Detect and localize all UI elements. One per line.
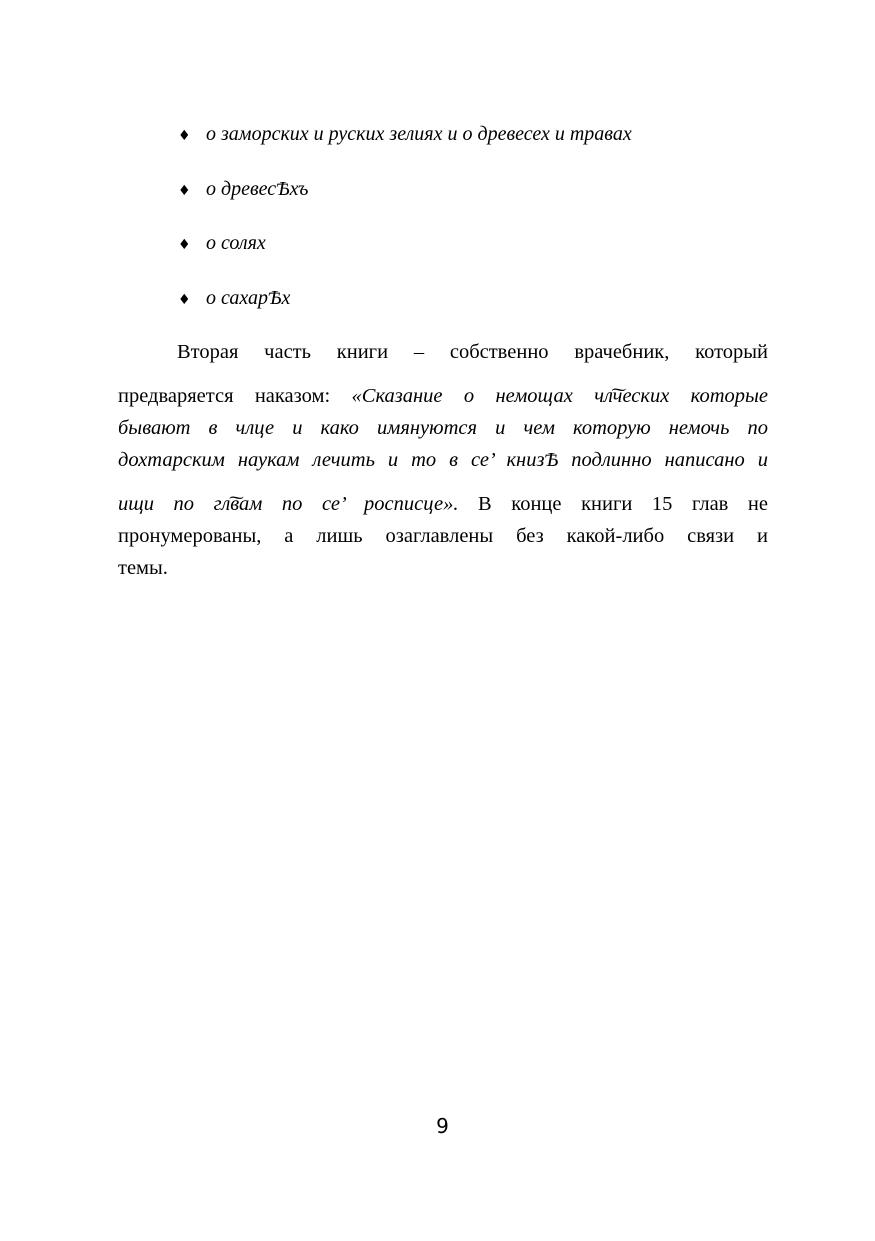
paragraph-line: пронумерованы, а лишь озаглавлены без какой-либо связи и — [118, 525, 768, 547]
paragraph-line: Вторая часть книги – собственно врачебник, который — [177, 341, 768, 363]
quote-text: «Сказание о немощах чл͠ческих которые — [351, 385, 769, 407]
quote-line: дохтарским наукам лечить и то в се’ книзѢ подлинно написано и — [118, 449, 768, 471]
list-item — [178, 173, 778, 228]
list-item-text: о заморских и руских зелиях и о древесех и травах — [206, 123, 632, 145]
paragraph-line: темы. — [118, 557, 168, 579]
plain-text: предваряется наказом: — [118, 385, 352, 407]
paragraph-line — [118, 380, 768, 412]
list-item-text: о солях — [206, 232, 266, 254]
list-item — [178, 227, 778, 282]
plain-text: В конце книги 15 глав не — [458, 493, 768, 515]
bullet-list — [178, 118, 778, 336]
quote-text: ищи по гл͠вам по се’ росписце». — [118, 493, 459, 515]
list-item — [178, 118, 778, 173]
list-item-text: о сахарѢх — [206, 286, 291, 309]
body-paragraph — [118, 336, 768, 584]
list-item-text: о древесѢхъ — [206, 177, 309, 200]
diamond-bullet-icon: ♦ — [178, 182, 191, 199]
diamond-bullet-icon: ♦ — [178, 237, 191, 253]
list-item — [178, 282, 778, 337]
paragraph-line — [118, 488, 768, 520]
diamond-bullet-icon: ♦ — [178, 128, 191, 144]
page-number: 9 — [436, 1114, 449, 1138]
quote-line: бывают в члце и како имянуются и чем которую немочь по — [118, 417, 768, 439]
diamond-bullet-icon: ♦ — [178, 291, 191, 308]
